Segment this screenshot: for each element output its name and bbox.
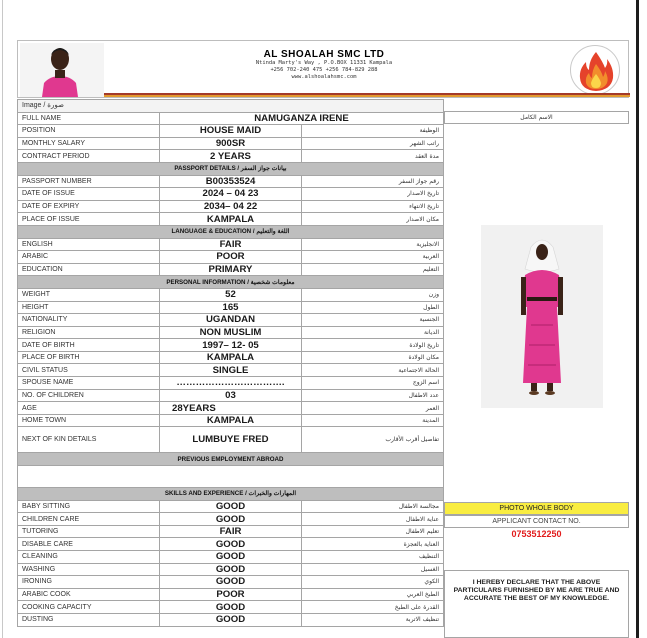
skills-arabic-label: تنظيف الاتربة	[302, 613, 444, 626]
personal-label: HEIGHT	[18, 301, 160, 314]
passport-section-header-row	[18, 162, 444, 175]
personal-label: WEIGHT	[18, 288, 160, 301]
skills-arabic-label: مجالسة الاطفال	[302, 500, 444, 513]
skills-row	[18, 588, 444, 601]
skills-row	[18, 601, 444, 614]
passport-label: DATE OF EXPIRY	[18, 200, 160, 213]
passport-row	[18, 200, 444, 213]
passport-row	[18, 213, 444, 226]
passport-section-header: PASSPORT DETAILS / بيانات جواز السفر	[18, 162, 444, 175]
personal-value: KAMPALA	[160, 351, 302, 364]
personal-label: PLACE OF BIRTH	[18, 351, 160, 364]
personal-arabic-label: الحالة الاجتماعية	[302, 364, 444, 377]
language-section-header-row	[18, 225, 444, 238]
profile-row	[18, 137, 444, 150]
skills-arabic-label: تعليم الاطفال	[302, 525, 444, 538]
next-of-kin-label: NEXT OF KIN DETAILS	[18, 427, 160, 453]
skills-label: DUSTING	[18, 613, 160, 626]
company-name: AL SHOALAH SMC LTD	[263, 49, 385, 60]
next-of-kin-arabic-label: تفاصيل أقرب الأقارب	[302, 427, 444, 453]
declaration-text: I HEREBY DECLARE THAT THE ABOVE PARTICULARS FURNISHED BY ME ARE TRUE AND ACCURATE THE BEST OF MY KNOWLEDGE.	[444, 570, 629, 638]
personal-value: KAMPALA	[160, 414, 302, 427]
personal-arabic-label: عدد الاطفال	[302, 389, 444, 402]
personal-row	[18, 389, 444, 402]
image-label: Image / صورة	[18, 100, 444, 113]
skills-row	[18, 513, 444, 526]
passport-row	[18, 175, 444, 188]
language-value: FAIR	[160, 238, 302, 251]
personal-label: AGE	[18, 402, 160, 415]
personal-label: NATIONALITY	[18, 314, 160, 327]
personal-section-header: PERSONAL INFORMATION / معلومات شخصية	[18, 276, 444, 289]
skills-arabic-label: التنظيف	[302, 551, 444, 564]
skills-label: CHILDREN CARE	[18, 513, 160, 526]
company-block	[104, 41, 544, 99]
applicant-full-body-photo	[481, 225, 603, 408]
skills-arabic-label: الغسيل	[302, 563, 444, 576]
passport-value: 2034– 04 22	[160, 200, 302, 213]
personal-row	[18, 351, 444, 364]
header-stripe-orange	[104, 95, 630, 97]
skills-value: GOOD	[160, 500, 302, 513]
full-name-row	[18, 112, 444, 125]
skills-value: FAIR	[160, 525, 302, 538]
passport-arabic-label: رقم جواز السفر	[302, 175, 444, 188]
personal-value: 03	[160, 389, 302, 402]
photo-whole-body-label: PHOTO WHOLE BODY	[444, 502, 629, 515]
personal-label: CIVIL STATUS	[18, 364, 160, 377]
skills-label: CLEANING	[18, 551, 160, 564]
personal-value: 1997– 12- 05	[160, 339, 302, 352]
employment-section-header-row	[18, 453, 444, 466]
language-value: PRIMARY	[160, 263, 302, 276]
passport-label: DATE OF ISSUE	[18, 188, 160, 201]
skills-value: GOOD	[160, 563, 302, 576]
skills-row	[18, 576, 444, 589]
personal-value: NON MUSLIM	[160, 326, 302, 339]
passport-arabic-label: مكان الاصدار	[302, 213, 444, 226]
image-label-row	[18, 100, 444, 113]
company-phones: +256 702-240 475 +256 784-829 288	[270, 67, 378, 73]
personal-row	[18, 288, 444, 301]
personal-value: 28YEARS	[160, 402, 302, 415]
skills-section-header: SKILLS AND EXPERIENCE / المهارات والخبرات	[18, 488, 444, 501]
skills-label: TUTORING	[18, 525, 160, 538]
personal-label: SPOUSE NAME	[18, 377, 160, 390]
passport-label: PLACE OF ISSUE	[18, 213, 160, 226]
skills-label: BABY SITTING	[18, 500, 160, 513]
full-name-value: NAMUGANZA IRENE	[160, 112, 444, 125]
language-label: ENGLISH	[18, 238, 160, 251]
passport-arabic-label: تاريخ الاصدار	[302, 188, 444, 201]
personal-value: 165	[160, 301, 302, 314]
employment-blank-cell	[18, 466, 444, 488]
flame-logo-icon	[570, 45, 620, 95]
profile-label: CONTRACT PERIOD	[18, 150, 160, 163]
cv-document	[17, 40, 629, 638]
language-arabic-label: العربية	[302, 251, 444, 264]
personal-row	[18, 402, 444, 415]
profile-label: MONTHLY SALARY	[18, 137, 160, 150]
personal-section-header-row	[18, 276, 444, 289]
personal-arabic-label: المدينة	[302, 414, 444, 427]
passport-row	[18, 188, 444, 201]
language-arabic-label: الانجليزية	[302, 238, 444, 251]
skills-label: IRONING	[18, 576, 160, 589]
language-row	[18, 263, 444, 276]
skills-row	[18, 525, 444, 538]
passport-value: 2024 – 04 23	[160, 188, 302, 201]
language-label: ARABIC	[18, 251, 160, 264]
skills-row	[18, 563, 444, 576]
skills-row	[18, 500, 444, 513]
personal-arabic-label: الديانة	[302, 326, 444, 339]
profile-arabic-label: مدة العقد	[302, 150, 444, 163]
applicant-contact-label: APPLICANT CONTACT NO.	[444, 515, 629, 528]
skills-arabic-label: الكوي	[302, 576, 444, 589]
personal-arabic-label: اسم الزوج	[302, 377, 444, 390]
language-row	[18, 238, 444, 251]
employment-blank-row	[18, 466, 444, 488]
personal-row	[18, 414, 444, 427]
skills-section-header-row	[18, 488, 444, 501]
personal-value: 52	[160, 288, 302, 301]
personal-row	[18, 377, 444, 390]
personal-label: NO. OF CHILDREN	[18, 389, 160, 402]
personal-label: RELIGION	[18, 326, 160, 339]
personal-row	[18, 301, 444, 314]
skills-arabic-label: الطبخ العربي	[302, 588, 444, 601]
company-website: www.alshoalahsmc.com	[291, 74, 357, 80]
personal-arabic-label: العمر	[302, 402, 444, 415]
skills-value: GOOD	[160, 576, 302, 589]
personal-row	[18, 339, 444, 352]
language-row	[18, 251, 444, 264]
personal-label: HOME TOWN	[18, 414, 160, 427]
profile-row	[18, 150, 444, 163]
personal-label: DATE OF BIRTH	[18, 339, 160, 352]
personal-arabic-label: وزن	[302, 288, 444, 301]
next-of-kin-row	[18, 427, 444, 453]
profile-value: 2 YEARS	[160, 150, 302, 163]
personal-value: SINGLE	[160, 364, 302, 377]
skills-value: GOOD	[160, 601, 302, 614]
document-header	[17, 40, 629, 98]
passport-label: PASSPORT NUMBER	[18, 175, 160, 188]
full-name-label: FULL NAME	[18, 112, 160, 125]
personal-arabic-label: تاريخ الولادة	[302, 339, 444, 352]
profile-value: 900SR	[160, 137, 302, 150]
personal-value: …………………………….	[160, 377, 302, 390]
skills-value: GOOD	[160, 513, 302, 526]
applicant-details-table	[17, 99, 444, 627]
skills-label: WASHING	[18, 563, 160, 576]
skills-label: COOKING CAPACITY	[18, 601, 160, 614]
passport-value: KAMPALA	[160, 213, 302, 226]
language-value: POOR	[160, 251, 302, 264]
skills-arabic-label: العناية بالعجزة	[302, 538, 444, 551]
skills-arabic-label: القدرة على الطبخ	[302, 601, 444, 614]
personal-arabic-label: الجنسية	[302, 314, 444, 327]
profile-arabic-label: راتب الشهر	[302, 137, 444, 150]
window-border-right	[636, 0, 639, 638]
applicant-contact-number: 0753512250	[511, 529, 562, 539]
employment-section-header: PREVIOUS EMPLOYMENT ABROAD	[18, 453, 444, 466]
passport-arabic-label: تاريخ الانتهاء	[302, 200, 444, 213]
full-name-arabic-label: الاسم الكامل	[444, 111, 629, 124]
language-section-header: LANGUAGE & EDUCATION / اللغة والتعليم	[18, 225, 444, 238]
profile-row	[18, 125, 444, 138]
skills-value: GOOD	[160, 538, 302, 551]
skills-arabic-label: عناية الاطفال	[302, 513, 444, 526]
window-border-left	[2, 0, 3, 638]
skills-value: POOR	[160, 588, 302, 601]
personal-value: UGANDAN	[160, 314, 302, 327]
company-address: Ntinda Marty's Way , P.O.BOX 11331 Kampala	[255, 60, 393, 66]
personal-arabic-label: مكان الولادة	[302, 351, 444, 364]
language-arabic-label: التعليم	[302, 263, 444, 276]
skills-value: GOOD	[160, 613, 302, 626]
passport-value: B00353524	[160, 175, 302, 188]
profile-value: HOUSE MAID	[160, 125, 302, 138]
skills-value: GOOD	[160, 551, 302, 564]
next-of-kin-value: LUMBUYE FRED	[160, 427, 302, 453]
applicant-portrait-photo	[20, 43, 104, 97]
skills-label: DISABLE CARE	[18, 538, 160, 551]
language-label: EDUCATION	[18, 263, 160, 276]
skills-label: ARABIC COOK	[18, 588, 160, 601]
profile-label: POSITION	[18, 125, 160, 138]
personal-row	[18, 314, 444, 327]
personal-row	[18, 364, 444, 377]
skills-row	[18, 551, 444, 564]
skills-row	[18, 538, 444, 551]
skills-row	[18, 613, 444, 626]
profile-arabic-label: الوظيفة	[302, 125, 444, 138]
personal-row	[18, 326, 444, 339]
personal-arabic-label: الطول	[302, 301, 444, 314]
